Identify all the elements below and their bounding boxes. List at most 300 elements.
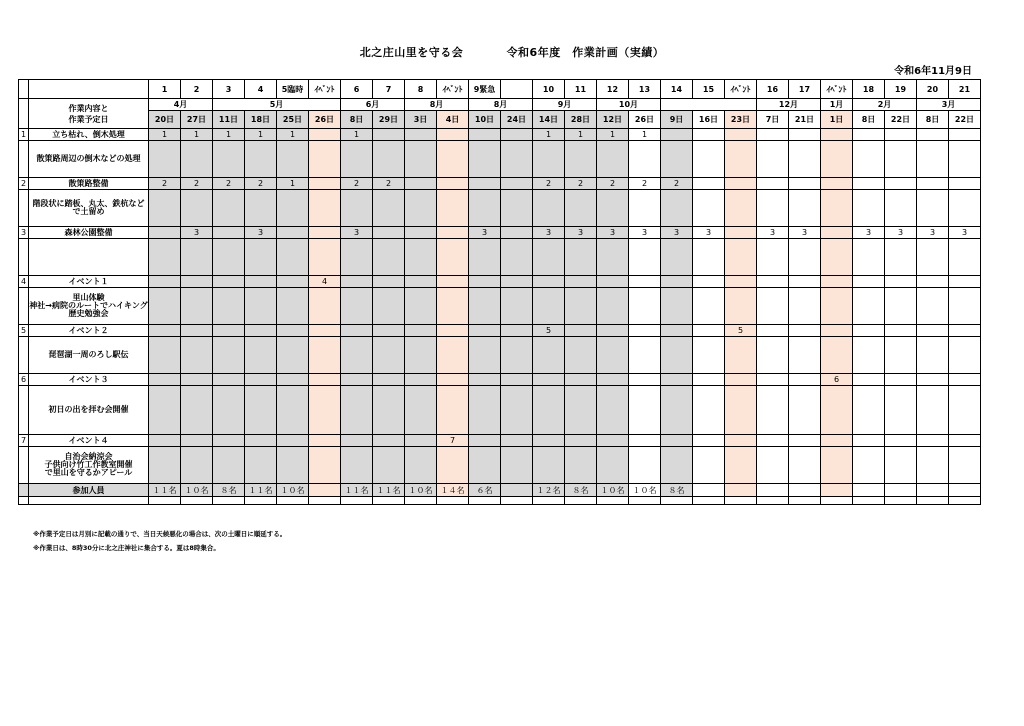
task-desc-cell [469,447,501,484]
task-description: 初日の出を拝む会開催 [29,386,149,435]
blank-cell [821,497,853,505]
task-mark [533,374,565,386]
column-number: 4 [245,80,277,99]
task-desc-cell [789,141,821,178]
task-mark: 2 [565,178,597,190]
column-number: 15 [693,80,725,99]
task-title: イベント２ [29,325,149,337]
task-mark [501,129,533,141]
task-mark [853,129,885,141]
task-mark: 1 [181,129,213,141]
task-desc-cell [373,141,405,178]
task-mark [341,435,373,447]
month-label: 2月 [853,99,917,111]
blank-cell [917,497,949,505]
task-mark [181,325,213,337]
month-label [661,99,757,111]
task-number: 1 [19,129,29,141]
task-desc-cell [437,337,469,374]
document-date: 令和6年11月9日 [894,66,972,77]
task-desc-cell [565,239,597,276]
task-mark: 2 [149,178,181,190]
column-number: 21 [949,80,981,99]
blank-cell [437,497,469,505]
task-desc-cell [469,386,501,435]
task-desc-cell [789,337,821,374]
task-mark [821,227,853,239]
task-mark: 2 [213,178,245,190]
blank-cell [885,497,917,505]
task-mark: 6 [821,374,853,386]
task-mark: 2 [341,178,373,190]
task-desc-cell [373,190,405,227]
task-mark [373,435,405,447]
task-mark: 5 [725,325,757,337]
task-title: 散策路整備 [29,178,149,190]
day-label: 24日 [501,111,533,129]
column-number: 17 [789,80,821,99]
task-mark [437,227,469,239]
task-mark [213,435,245,447]
task-desc-cell [309,190,341,227]
task-mark [693,178,725,190]
task-desc-cell [277,239,309,276]
task-mark: 1 [597,129,629,141]
task-desc-cell [757,447,789,484]
task-mark [277,374,309,386]
blank-cell [181,497,213,505]
task-desc-cell [405,337,437,374]
task-desc-cell [341,447,373,484]
task-desc-cell [629,288,661,325]
task-mark [437,129,469,141]
task-mark [501,227,533,239]
task-desc-cell [661,288,693,325]
task-mark [629,435,661,447]
day-label: 29日 [373,111,405,129]
note-1: ※作業予定日は月別に記載の通りで、当日天候悪化の場合は、次の土曜日に順延する。 [33,530,287,538]
task-desc-cell [213,288,245,325]
task-desc-cell [533,288,565,325]
task-title: 森林公園整備 [29,227,149,239]
task-mark [149,227,181,239]
task-mark [853,435,885,447]
task-desc-cell [693,337,725,374]
task-mark [405,374,437,386]
task-desc-cell [853,337,885,374]
task-desc-cell [405,386,437,435]
task-mark [597,276,629,288]
task-mark [181,374,213,386]
day-label: 11日 [213,111,245,129]
task-desc-cell [661,447,693,484]
row-number-spacer [19,447,29,484]
blank-row [19,497,981,505]
task-desc-cell [277,288,309,325]
task-mark: 3 [693,227,725,239]
participant-count: １２名 [533,484,565,497]
blank-cell [629,497,661,505]
corner-cell [29,80,149,99]
task-desc-cell [437,447,469,484]
task-mark [789,435,821,447]
task-desc-cell [405,288,437,325]
task-mark [149,435,181,447]
task-mark: 2 [629,178,661,190]
task-desc-cell [821,386,853,435]
month-label: 4月 [149,99,213,111]
month-label: 9月 [533,99,597,111]
document-title [0,44,1024,60]
task-desc-cell [821,141,853,178]
blank-cell [469,497,501,505]
task-mark [213,374,245,386]
participant-count: １０名 [277,484,309,497]
blank-cell [661,497,693,505]
task-mark [565,276,597,288]
day-label: 21日 [789,111,821,129]
task-desc-cell [597,386,629,435]
task-description: 自治会納涼会 子供向け竹工作教室開催 で里山を守るかアピール [29,447,149,484]
task-desc-cell [725,141,757,178]
task-mark [821,129,853,141]
task-mark [693,374,725,386]
participant-count: １０名 [181,484,213,497]
task-desc-cell [533,447,565,484]
blank-cell [565,497,597,505]
task-desc-cell [949,141,981,178]
task-desc-cell [149,141,181,178]
task-mark: 7 [437,435,469,447]
task-desc-cell [789,447,821,484]
blank-cell [29,497,149,505]
task-mark [821,276,853,288]
task-mark [213,276,245,288]
task-desc-cell [277,447,309,484]
task-mark [917,435,949,447]
task-desc-cell [405,239,437,276]
task-mark [757,435,789,447]
task-mark [821,435,853,447]
task-number: 4 [19,276,29,288]
blank-cell [533,497,565,505]
task-desc-cell [277,190,309,227]
note-2: ※作業日は、8時30分に北之庄神社に集合する。夏は8時集合。 [33,544,220,552]
task-desc-cell [341,239,373,276]
task-mark [309,227,341,239]
participant-count [309,484,341,497]
task-desc-row [19,288,981,325]
task-desc-cell [917,337,949,374]
task-mark [885,435,917,447]
participant-count: １１名 [149,484,181,497]
task-desc-cell [213,386,245,435]
task-desc-row [19,386,981,435]
task-desc-cell [757,141,789,178]
task-desc-cell [885,190,917,227]
task-desc-cell [693,239,725,276]
task-mark: 3 [565,227,597,239]
task-desc-cell [533,190,565,227]
task-desc-cell [853,141,885,178]
task-mark [757,276,789,288]
header-row-number [19,80,981,99]
task-desc-cell [693,288,725,325]
task-desc-cell [309,288,341,325]
task-desc-cell [853,447,885,484]
task-mark: 3 [533,227,565,239]
task-mark [597,374,629,386]
task-desc-cell [917,141,949,178]
task-desc-cell [149,239,181,276]
column-number: 10 [533,80,565,99]
task-desc-cell [757,288,789,325]
task-desc-cell [757,337,789,374]
task-mark [789,325,821,337]
day-label: 26日 [629,111,661,129]
month-label: 6月 [341,99,405,111]
task-row [19,276,981,288]
task-number: 5 [19,325,29,337]
task-desc-cell [917,447,949,484]
participant-count [789,484,821,497]
blank-cell [949,497,981,505]
task-desc-cell [565,190,597,227]
task-desc-cell [469,141,501,178]
task-mark [373,276,405,288]
task-mark [149,276,181,288]
task-mark: 1 [245,129,277,141]
day-label: 4日 [437,111,469,129]
row-number-spacer [19,239,29,276]
task-desc-cell [181,447,213,484]
participant-count: １１名 [373,484,405,497]
task-title: イベント１ [29,276,149,288]
task-desc-cell [565,141,597,178]
task-desc-cell [885,288,917,325]
task-mark: 3 [757,227,789,239]
task-number: 7 [19,435,29,447]
task-desc-cell [757,190,789,227]
header-row-month [19,99,981,111]
task-mark: 2 [181,178,213,190]
task-mark [341,325,373,337]
task-desc-cell [693,386,725,435]
task-desc-cell [181,239,213,276]
task-mark [597,325,629,337]
day-label: 14日 [533,111,565,129]
day-label: 8日 [341,111,373,129]
task-desc-cell [533,337,565,374]
task-desc-cell [885,447,917,484]
participant-count [885,484,917,497]
task-mark [437,276,469,288]
task-mark [469,435,501,447]
task-mark: 1 [213,129,245,141]
task-mark [437,325,469,337]
task-desc-cell [885,141,917,178]
column-number: 14 [661,80,693,99]
day-label: 7日 [757,111,789,129]
task-mark [245,374,277,386]
task-desc-cell [917,190,949,227]
task-mark [917,276,949,288]
schedule-table [18,79,981,505]
blank-cell [19,497,29,505]
task-desc-cell [821,337,853,374]
task-desc-cell [437,141,469,178]
task-desc-cell [853,288,885,325]
task-desc-cell [277,386,309,435]
task-mark [725,178,757,190]
participant-count: １０名 [405,484,437,497]
participant-count: １４名 [437,484,469,497]
column-number: 16 [757,80,789,99]
task-desc-cell [501,447,533,484]
task-mark [853,374,885,386]
task-desc-cell [757,239,789,276]
work-content-label [29,99,149,129]
task-desc-cell [181,337,213,374]
task-mark [469,129,501,141]
task-mark [693,276,725,288]
participant-count [949,484,981,497]
task-desc-cell [629,190,661,227]
task-desc-cell [213,447,245,484]
task-desc-cell [405,190,437,227]
column-number: 5臨時 [277,80,309,99]
task-mark [309,325,341,337]
task-desc-cell [501,141,533,178]
blank-cell [789,497,821,505]
task-mark: 3 [789,227,821,239]
task-desc-cell [213,239,245,276]
day-label: 3日 [405,111,437,129]
day-label: 22日 [949,111,981,129]
task-mark [501,435,533,447]
task-mark [789,129,821,141]
blank-cell [309,497,341,505]
task-desc-cell [661,239,693,276]
month-label: 5月 [213,99,341,111]
task-number: 3 [19,227,29,239]
participant-count: １１名 [341,484,373,497]
task-mark [341,374,373,386]
row-number-spacer [19,190,29,227]
task-desc-cell [149,337,181,374]
task-desc-cell [533,141,565,178]
task-mark [149,325,181,337]
task-number: 6 [19,374,29,386]
task-mark [917,178,949,190]
task-desc-cell [437,190,469,227]
task-desc-cell [725,337,757,374]
blank-cell [213,497,245,505]
task-mark: 4 [309,276,341,288]
task-desc-cell [181,190,213,227]
task-mark [565,374,597,386]
participants-row [19,484,981,497]
task-mark: 3 [917,227,949,239]
day-label: 16日 [693,111,725,129]
task-desc-cell [853,239,885,276]
task-mark [501,178,533,190]
task-desc-row [19,190,981,227]
day-label: 26日 [309,111,341,129]
task-desc-row [19,239,981,276]
task-desc-cell [565,288,597,325]
task-mark [405,435,437,447]
task-mark: 3 [469,227,501,239]
task-mark [245,276,277,288]
participant-count: ６名 [469,484,501,497]
task-mark [565,435,597,447]
task-mark [949,435,981,447]
task-desc-cell [405,447,437,484]
task-desc-cell [245,239,277,276]
month-label: 1月 [821,99,853,111]
task-row [19,227,981,239]
column-number: 9緊急 [469,80,501,99]
task-mark [405,178,437,190]
header-row-day [19,111,981,129]
task-desc-cell [149,190,181,227]
day-label: 20日 [149,111,181,129]
task-desc-cell [501,386,533,435]
blank-cell [277,497,309,505]
task-mark [949,276,981,288]
task-mark [437,374,469,386]
task-mark [277,435,309,447]
task-mark [917,129,949,141]
task-mark [149,374,181,386]
participant-count: ８名 [661,484,693,497]
column-number: ｲﾍﾞﾝﾄ [725,80,757,99]
task-desc-cell [885,386,917,435]
task-desc-cell [693,190,725,227]
task-desc-cell [373,386,405,435]
task-desc-cell [437,288,469,325]
task-mark [181,276,213,288]
task-desc-cell [469,337,501,374]
task-mark [405,129,437,141]
participant-count: ８名 [213,484,245,497]
column-number: 6 [341,80,373,99]
month-label: 12月 [757,99,821,111]
task-desc-cell [597,239,629,276]
task-mark [917,374,949,386]
task-desc-cell [469,239,501,276]
task-mark [661,276,693,288]
day-label: 25日 [277,111,309,129]
task-desc-cell [789,386,821,435]
participant-count: １０名 [629,484,661,497]
task-mark: 2 [661,178,693,190]
task-desc-cell [373,288,405,325]
task-mark [757,374,789,386]
task-mark [501,325,533,337]
task-mark [277,227,309,239]
task-desc-cell [693,447,725,484]
participant-count: ８名 [565,484,597,497]
task-mark [661,325,693,337]
task-mark [245,435,277,447]
task-desc-cell [277,337,309,374]
participant-count [917,484,949,497]
month-label: 8月 [405,99,469,111]
task-mark [341,276,373,288]
task-mark [725,435,757,447]
